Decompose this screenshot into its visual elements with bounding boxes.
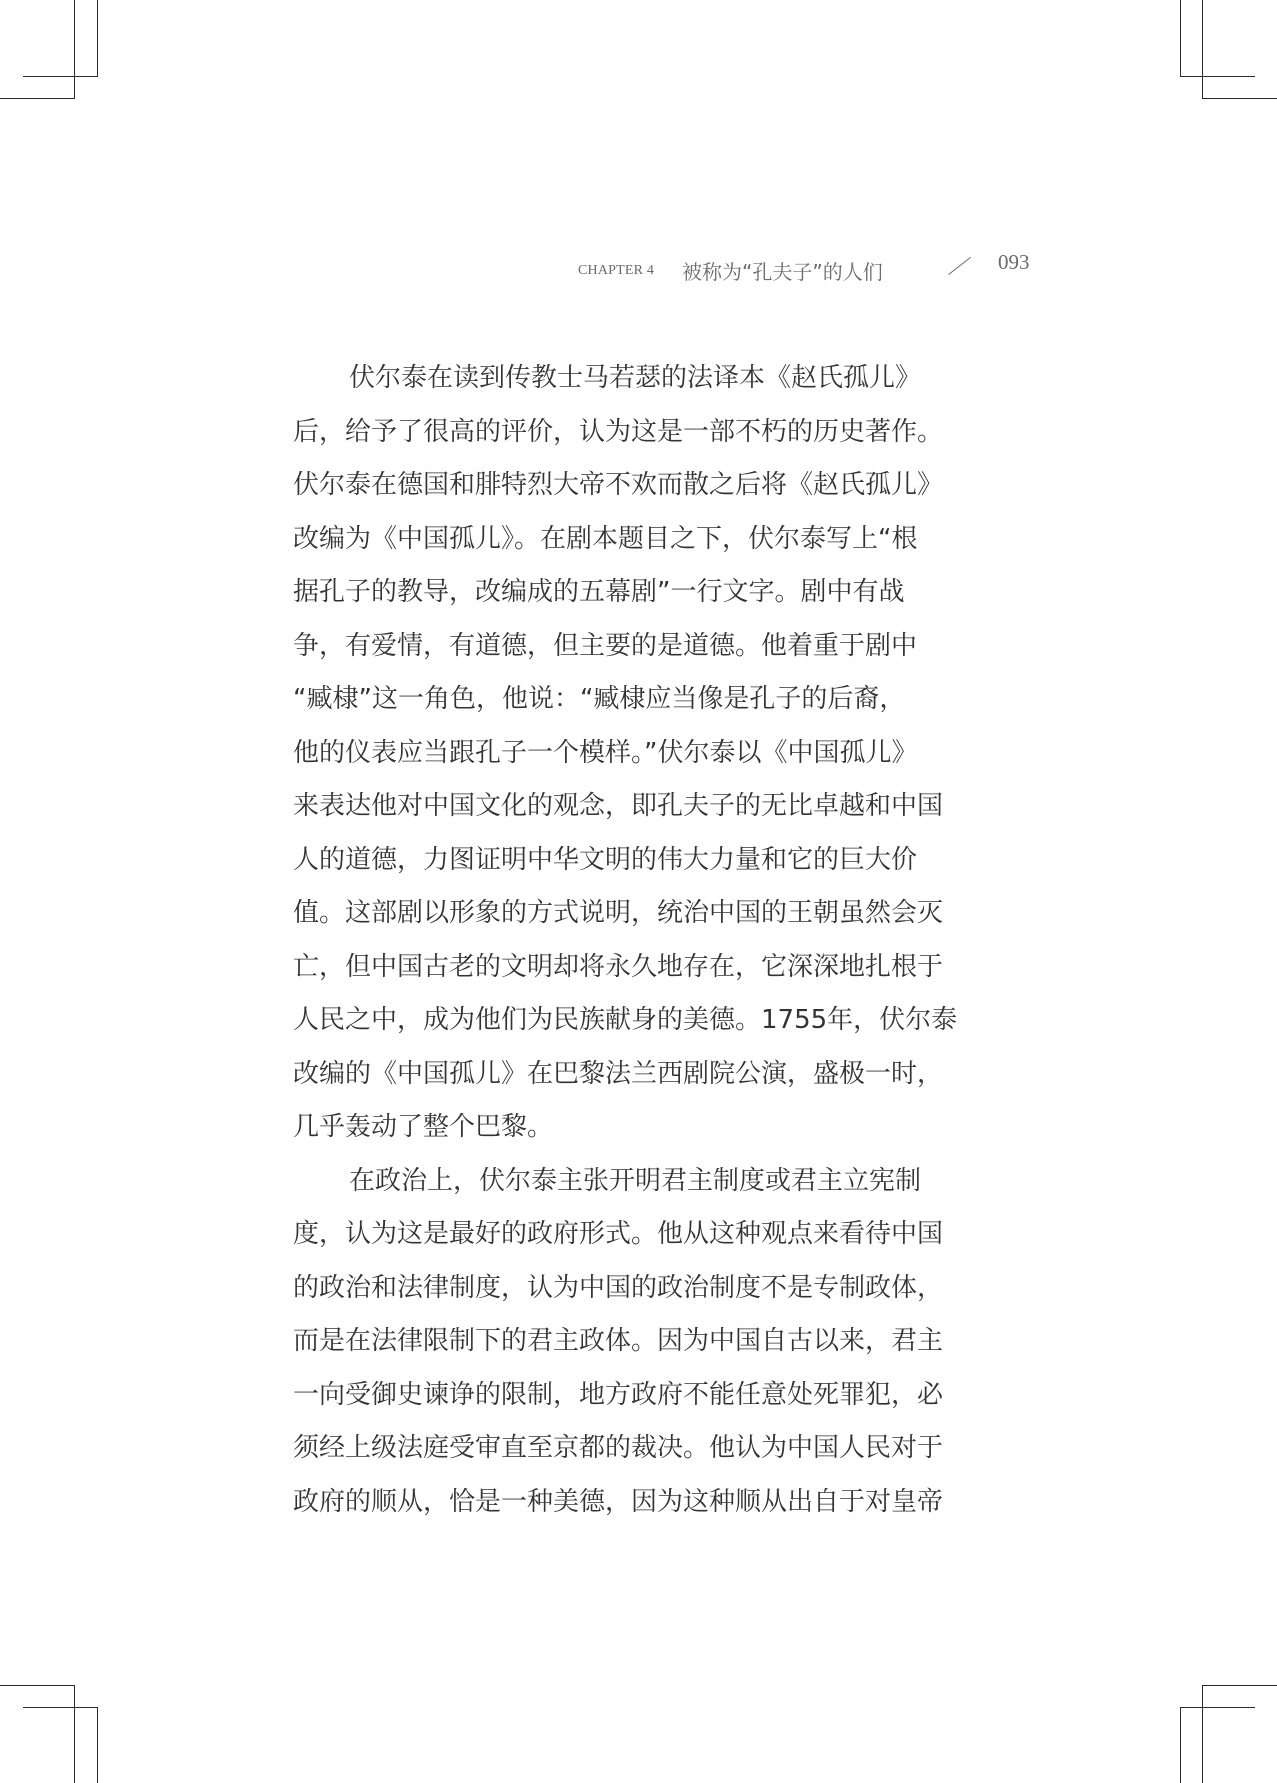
text-line: 后，给予了很高的评价，认为这是一部不朽的历史著作。 xyxy=(293,416,944,447)
text-line: 一向受御史谏诤的限制，地方政府不能任意处死罪犯，必 xyxy=(293,1379,944,1410)
crop-mark-bottom-left-horizontal xyxy=(23,1707,98,1708)
text-line: 人民之中，成为他们为民族献身的美德。1755年，伏尔泰 xyxy=(293,1005,958,1035)
crop-mark-bottom-left-horizontal-outer xyxy=(0,1685,75,1686)
crop-mark-top-right-vertical-inner xyxy=(1202,0,1203,98)
text-line: 须经上级法庭受审直至京都的裁决。他认为中国人民对于 xyxy=(293,1433,944,1463)
crop-mark-top-right-horizontal-outer xyxy=(1202,98,1277,99)
text-line: 人的道德，力图证明中华文明的伟大力量和它的巨大价 xyxy=(293,844,918,875)
crop-mark-top-right-vertical xyxy=(1180,0,1181,76)
text-line: 改编的《中国孤儿》在巴黎法兰西剧院公演，盛极一时， xyxy=(293,1058,944,1089)
text-line: 而是在法律限制下的君主政体。因为中国自古以来，君主 xyxy=(293,1326,944,1356)
running-head xyxy=(578,250,1038,286)
text-line: 伏尔泰在德国和腓特烈大帝不欢而散之后将《赵氏孤儿》 xyxy=(293,470,944,500)
chapter-title: 被称为“孔夫子”的人们 xyxy=(682,260,883,284)
text-line: 度，认为这是最好的政府形式。他从这种观点来看待中国 xyxy=(293,1219,944,1249)
crop-mark-bottom-left-vertical-inner xyxy=(74,1685,75,1783)
text-line: 据孔子的教导，改编成的五幕剧”一行文字。剧中有战 xyxy=(293,577,905,607)
text-line: 改编为《中国孤儿》。在剧本题目之下，伏尔泰写上“根 xyxy=(293,523,918,554)
crop-mark-bottom-right-vertical xyxy=(1180,1707,1181,1783)
header-divider-slash xyxy=(948,257,971,275)
text-line: 争，有爱情，有道德，但主要的是道德。他着重于剧中 xyxy=(293,630,918,661)
text-line: 政府的顺从，恰是一种美德，因为这种顺从出自于对皇帝 xyxy=(293,1486,944,1517)
crop-mark-top-left-vertical xyxy=(97,0,98,76)
text-line: 在政治上，伏尔泰主张开明君主制度或君主立宪制 xyxy=(349,1165,922,1196)
text-line: 亡，但中国古老的文明却将永久地存在，它深深地扎根于 xyxy=(293,951,944,982)
crop-mark-bottom-left-vertical xyxy=(97,1707,98,1783)
text-line: 值。这部剧以形象的方式说明，统治中国的王朝虽然会灭 xyxy=(293,898,944,928)
text-line: 来表达他对中国文化的观念，即孔夫子的无比卓越和中国 xyxy=(293,791,944,821)
text-line: 几乎轰动了整个巴黎。 xyxy=(293,1112,554,1142)
crop-mark-top-right-horizontal xyxy=(1180,76,1255,77)
chapter-label: CHAPTER 4 xyxy=(578,263,655,278)
text-line: 的政治和法律制度，认为中国的政治制度不是专制政体， xyxy=(293,1272,944,1303)
text-line: 他的仪表应当跟孔子一个模样。”伏尔泰以《中国孤儿》 xyxy=(293,737,918,768)
crop-mark-bottom-right-horizontal xyxy=(1180,1707,1255,1708)
text-line: 伏尔泰在读到传教士马若瑟的法译本《赵氏孤儿》 xyxy=(349,363,922,393)
crop-mark-bottom-right-vertical-inner xyxy=(1202,1685,1203,1783)
crop-mark-top-left-vertical-inner xyxy=(74,0,75,98)
text-line: “臧棣”这一角色，他说：“臧棣应当像是孔子的后裔， xyxy=(293,684,906,714)
crop-mark-top-left-horizontal xyxy=(23,76,98,77)
page-number: 093 xyxy=(998,250,1030,274)
crop-mark-top-left-horizontal-outer xyxy=(0,98,75,99)
body-text xyxy=(293,352,1023,1529)
crop-mark-bottom-right-horizontal-outer xyxy=(1202,1685,1277,1686)
